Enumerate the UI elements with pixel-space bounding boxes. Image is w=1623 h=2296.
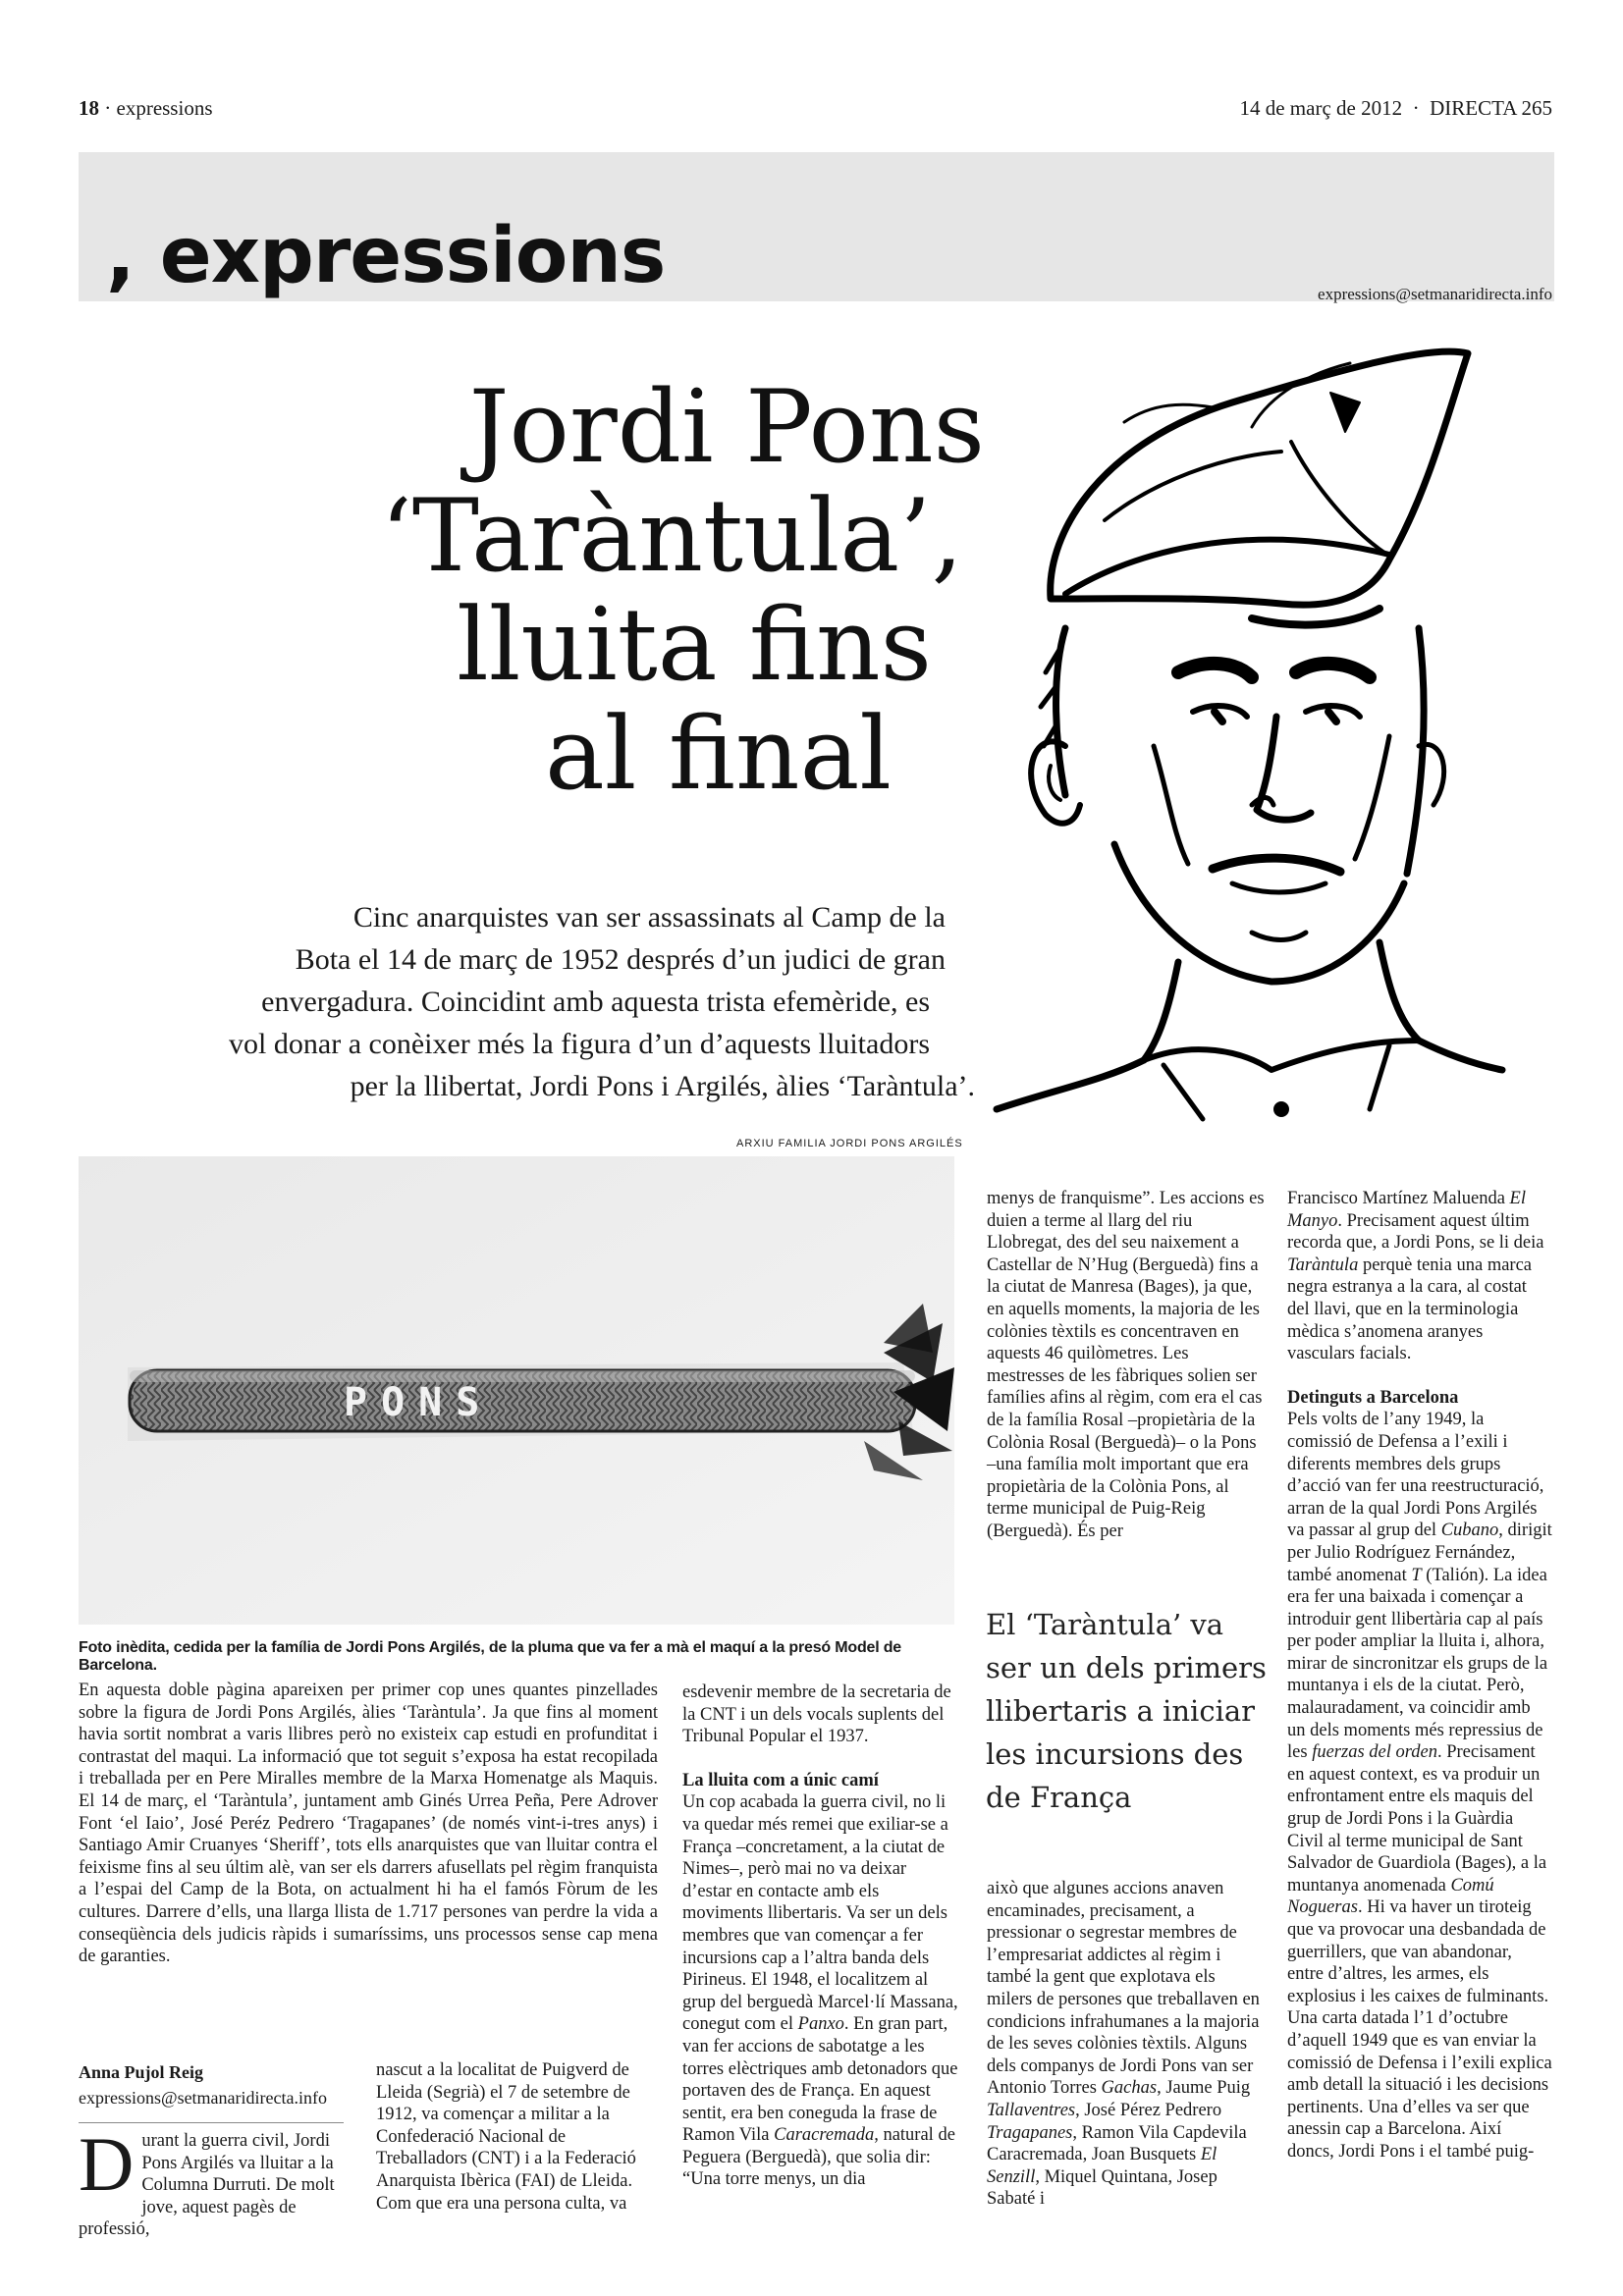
lede-line-2: Bota el 14 de març de 1952 després d’un judici de gran xyxy=(295,943,946,976)
portrait-illustration xyxy=(957,334,1507,1148)
page-header-right: 14 de març de 2012 · DIRECTA 265 xyxy=(1239,96,1552,120)
intro-paragraph: En aquesta doble pàgina apareixen per primer cop unes quantes pinzellades sobre la figura de Jordi Pons Argilés, àlies ‘Taràntula’. Ja que fins al moment havia sortit nombrat a varis llibres però no existeix cap estudi en profunditat i contrastat del maqui. La informació que tot seguit s’exposa ha estat recopilada i treballada per en Pere Miralles membre de la Marxa Homenatge als Maquis. El 14 de març, el ‘Taràntula’, juntament amb Ginés Urrea Peña, Pere Adrover Font ‘el Iaio’, José Peréz Pedrero ‘Tragapanes’ (de només vint-i-tres anys) i Santiago Amir Cruanyes ‘Sheriff’, tots ells anarquistes que van lluitar contra el feixisme fins al seu últim alè, van ser els darrers afusellats pel règim franquista a l’espai del Camp de la Bota, on actualment hi ha el famós Fòrum de les cultures. Darrere d’ells, una llarga llista de 1.717 persones van perdre la vida a conseqüència dels judicis ràpids i sumaríssims, uns processos sense cap mena de garanties. xyxy=(79,1681,658,1967)
header-date: 14 de març de 2012 xyxy=(1239,96,1403,120)
subhead-detinguts: Detinguts a Barcelona xyxy=(1287,1387,1459,1408)
mid-paragraph-1: esdevenir membre de la secretaria de la CNT i un dels vocals suplents del Tribunal Popular el 1937. xyxy=(682,1682,951,1747)
lede-line-4: vol donar a conèixer més la figura d’un d’aquests lluitadors xyxy=(229,1028,930,1060)
headline-line-4: al final xyxy=(544,696,892,813)
body-column-3 xyxy=(987,1188,1265,1543)
headline-line-1: Jordi Pons xyxy=(468,369,985,486)
body-column-2: nascut a la localitat de Puigverd de Lleida (Segrià) el 7 de setembre de 1912, va començar a militar a la Confederació Nacional de Treballadors (CNT) i a la Federació Anarquista Ibèrica (FAI) de Lleida. Com que era una persona culta, va xyxy=(376,2060,636,2214)
photo-caption: Foto inèdita, cedida per la família de Jordi Pons Argilés, de la pluma que va fer a mà el maquí a la presó Model de Barcelona. xyxy=(79,1639,901,1674)
section-title: , expressions xyxy=(106,212,666,300)
photo-pen xyxy=(79,1156,954,1625)
header-publication: DIRECTA 265 xyxy=(1430,96,1552,120)
lede xyxy=(0,896,975,1107)
mid-paragraph-2: Un cop acabada la guerra civil, no li va quedar més remei que exiliar-se a França –concretament, a la ciutat de Nimes–, però mai no va deixar d’estar en contacte amb els moviments llibertaris. Va ser un dels membres que van començar a fer incursions cap a l’altra banda dels Pirineus. El 1948, el localitzem al grup del berguedà Marcel·lí Massana, conegut com el Panxo. En gran part, van fer accions de sabotatge a les torres elèctriques amb detonadors que portaven des de França. En aquest sentit, era ben coneguda la frase de Ramon Vila Caracremada, natural de Peguera (Berguedà), que solia dir: “Una torre menys, un dia xyxy=(682,1792,958,2190)
lede-line-5: per la llibertat, Jordi Pons i Argilés, àlies ‘Taràntula’. xyxy=(350,1070,975,1102)
column-1-text: urant la guerra civil, Jordi Pons Argilés va lluitar a la Columna Durruti. De molt jove, aquest pagès de professió, xyxy=(79,2131,335,2240)
headline xyxy=(380,369,985,813)
author-name: Anna Pujol Reig xyxy=(79,2062,204,2082)
pen-photo-drawing xyxy=(79,1156,954,1625)
section-email: expressions@setmanaridirecta.info xyxy=(1318,285,1552,303)
headline-line-3: lluita fins xyxy=(457,587,932,704)
lede-line-3: envergadura. Coincidint amb aquesta trista efemèride, es xyxy=(261,986,930,1018)
drop-cap: D xyxy=(79,2121,135,2207)
body-column-4 xyxy=(1287,1188,1552,2163)
photo-credit: ARXIU FAMILIA JORDI PONS ARGILÉS xyxy=(736,1138,963,1149)
page-header-left: 18 · expressions xyxy=(79,96,213,120)
c4-paragraph-1: Francisco Martínez Maluenda El Manyo. Precisament aquest últim recorda que, a Jordi Pons, se li deia Taràntula perquè tenia una marca negra estranya a la cara, al costat del llavi, que en la terminologia mèdica s’anomena aranyes vasculars facials. xyxy=(1287,1189,1544,1364)
pull-quote: El ‘Taràntula’ va ser un dels primers llibertaris a iniciar les incursions des de França xyxy=(986,1608,1267,1814)
c3-paragraph-1: menys de franquisme”. Les accions es duien a terme al llarg del riu Llobregat, des del seu naixement a Castellar de N’Hug (Berguedà) fins a la ciutat de Manresa (Bages), ja que, en aquells moments, la majoria de les colònies tèxtils es concentraven en aquests 46 quilòmetres. Les mestresses de les fàbriques solien ser famílies afins al règim, com era el cas de la família Rosal –propietària de la Colònia Rosal (Berguedà)– o la Pons –una família molt important que era propietària de la Colònia Pons, al terme municipal de Puig-Reig (Berguedà). És per xyxy=(987,1189,1265,1541)
header-section-name: expressions xyxy=(116,96,213,120)
author-email: expressions@setmanaridirecta.info xyxy=(79,2088,327,2108)
body-column-1 xyxy=(79,2121,352,2241)
subhead-lluita: La lluita com a únic camí xyxy=(682,1770,879,1790)
pen-inscription: PONS xyxy=(344,1380,494,1425)
body-column-mid xyxy=(682,1682,960,2213)
body-column-3-bottom xyxy=(987,1878,1265,2211)
c4-paragraph-2: Pels volts de l’any 1949, la comissió de Defensa a l’exili i diferents membres dels grups d’acció van fer una reestructuració, arran de la qual Jordi Pons Argilés va passar al grup del Cubano, dirigit per Julio Rodríguez Fernández, també anomenat T (Talión). La idea era fer una baixada i començar a introduir gent llibertària cap al país per poder ampliar la lluita i, alhora, mirar de sincronitzar els grups de la muntanya i els de la ciutat. Però, malauradament, va coincidir amb un dels moments més repressius de les fuerzas del orden. Precisament en aquest context, es va produir un enfrontament entre els maquis del grup de Jordi Pons i la Guàrdia Civil al terme municipal de Sant Salvador de Guardiola (Bages), a la muntanya anomenada Comú Nogueras. Hi va haver un tiroteig que va provocar una desbandada de guerrillers, que van abandonar, entre d’altres, les armes, els explosius i les caixes de fulminants. Una carta datada l’1 d’octubre d’aquell 1949 que es van enviar la comissió de Defensa i l’exili explica amb detall la situació i les decisions pertinents. Una d’elles va ser que anessin cap a Barcelona. Així doncs, Jordi Pons i el també puig- xyxy=(1287,1410,1552,2162)
lede-line-1: Cinc anarquistes van ser assassinats al Camp de la xyxy=(352,901,946,934)
c3-paragraph-2: això que algunes accions anaven encaminades, precisament, a pressionar o segrestar membres de l’empresariat addictes al règim i també la gent que explotava els milers de persones que treballaven en condicions infrahumanes a la majoria de les seves colònies tèxtils. Alguns dels companys de Jordi Pons van ser Antonio Torres Gachas, Jaume Puig Tallaventres, José Pérez Pedrero Tragapanes, Ramon Vila Capdevila Caracremada, Joan Busquets El Senzill, Miquel Quintana, Josep Sabaté i xyxy=(987,1879,1260,2210)
headline-line-2: ‘Taràntula’, xyxy=(380,478,963,595)
page-number: 18 xyxy=(79,96,99,120)
